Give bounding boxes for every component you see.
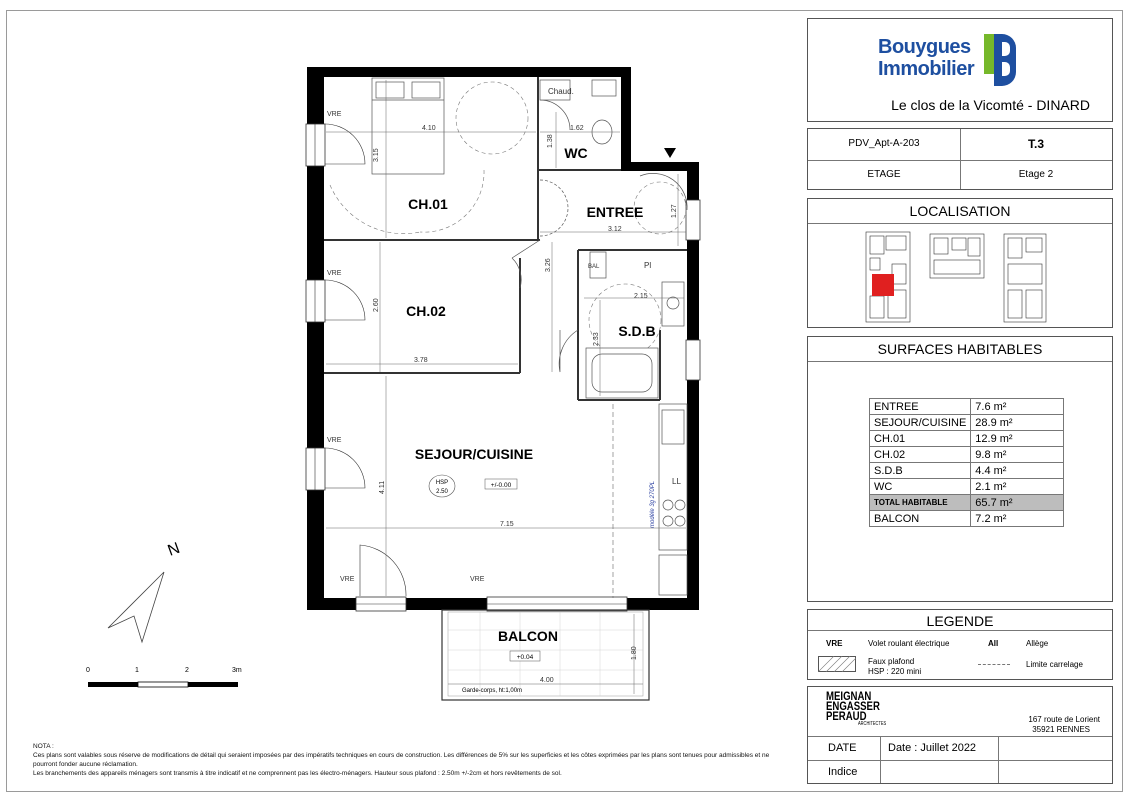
architect-address1: 167 route de Lorient [1028, 715, 1100, 724]
surface-value: 65.7 m² [971, 495, 1064, 511]
scale-tick: 3m [232, 667, 242, 674]
date-value: Date : Juillet 2022 [888, 742, 977, 754]
architect-address2: 35921 RENNES [1032, 725, 1090, 734]
vre-label: VRE [327, 270, 342, 277]
dim-text: 1.80 [631, 646, 638, 660]
kitchen-fixtures [659, 404, 687, 595]
dim-text: 2.33 [593, 332, 600, 346]
table-row [870, 399, 1064, 415]
lot-ref: PDV_Apt-A-203 [848, 138, 920, 149]
vre-label: VRE [340, 576, 355, 583]
brand-panel [807, 18, 1113, 122]
notes-line2: Les branchements des appareils ménagers sont transmis à titre indicatif et ne comprennent pas les électro-ménagers. Hauteur sous plafond : 2.50m +/-2cm et hors revêtements de sol. [33, 770, 562, 777]
apartment-highlight [872, 274, 894, 296]
dashed-line-icon [978, 664, 1010, 665]
scale-tick: 2 [185, 667, 189, 674]
surface-name: S.D.B [870, 463, 971, 479]
site-plan-thumbnails [808, 224, 1112, 328]
level-sejour: +/-0.00 [490, 482, 512, 489]
architect-name2: ENGASSER [826, 699, 880, 713]
dim-text: 3.15 [373, 148, 380, 162]
surface-value: 12.9 m² [971, 431, 1064, 447]
surface-name: CH.02 [870, 447, 971, 463]
surface-value: 9.8 m² [971, 447, 1064, 463]
project-name: Le clos de la Vicomté - DINARD [891, 97, 1090, 113]
surface-name: WC [870, 479, 971, 495]
brand-line2: Immobilier [878, 58, 975, 80]
dim-text: 1.62 [570, 125, 584, 132]
legend-all-label: Allège [1026, 639, 1049, 648]
room-label-balcon: BALCON [498, 628, 558, 644]
scale-bar [86, 667, 242, 687]
label-chaud: Chaud. [548, 87, 574, 96]
localisation-panel [807, 198, 1113, 328]
level-balcon: +0.04 [516, 654, 534, 661]
surface-value: 7.2 m² [971, 511, 1064, 527]
architect-name1: MEIGNAN [826, 689, 872, 703]
surfaces-table [869, 398, 1064, 527]
date-label: DATE [828, 742, 857, 754]
table-row [870, 463, 1064, 479]
dim-text: 3.78 [414, 357, 428, 364]
surface-name: SEJOUR/CUISINE [870, 415, 971, 431]
room-label-sejour: SEJOUR/CUISINE [414, 446, 534, 462]
vre-label: VRE [470, 576, 485, 583]
balcony [442, 610, 649, 700]
surfaces-panel [807, 336, 1113, 602]
architect-logo [826, 691, 886, 727]
dim-text: 3.26 [545, 258, 552, 272]
room-label-ch02: CH.02 [406, 303, 446, 319]
hatch-swatch-icon [818, 656, 856, 672]
legend-vre-code: VRE [826, 639, 843, 648]
room-label-ch01: CH.01 [408, 196, 448, 212]
brand-line1: Bouygues [878, 36, 971, 58]
surface-value: 4.4 m² [971, 463, 1064, 479]
lot-panel [807, 128, 1113, 190]
entry-arrow-icon [664, 148, 676, 158]
surface-value: 2.1 m² [971, 479, 1064, 495]
north-label: N [165, 539, 183, 560]
vre-label: VRE [327, 437, 342, 444]
legend-vre-label: Volet roulant électrique [868, 639, 950, 648]
dim-text: 4.10 [422, 125, 436, 132]
label-bal: BAL [588, 264, 600, 270]
notes-line1: Ces plans sont valables sous réserve de modifications de détail qui seraient imposées par des impératifs techniques en cours de construction. Les différences de 5% sur les superficies et les côtes exprimées par les plans sont tenues pour admissibles et ne pourront fonder aucune réclamation. [33, 752, 770, 768]
room-label-sdb: S.D.B [618, 323, 656, 339]
table-row-total [870, 495, 1064, 511]
surface-value: 28.9 m² [971, 415, 1064, 431]
dim-text: 2.15 [634, 293, 648, 300]
table-row [870, 479, 1064, 495]
scale-tick: 0 [86, 667, 90, 674]
legend-carrelage-label: Limite carrelage [1026, 660, 1083, 669]
legend-panel [807, 609, 1113, 680]
architect-name3: PERAUD [826, 709, 867, 723]
dim-text: 2.60 [373, 298, 380, 312]
table-row [870, 447, 1064, 463]
dim-text: 1.27 [671, 204, 678, 218]
notes [33, 742, 783, 778]
table-row [870, 415, 1064, 431]
dim-text: 7.15 [500, 521, 514, 528]
surfaces-title: SURFACES HABITABLES [808, 337, 1112, 362]
label-ll: LL [672, 477, 681, 486]
architect-panel [807, 686, 1113, 784]
surface-name: ENTREE [870, 399, 971, 415]
dim-text: 1.38 [547, 134, 554, 148]
brand-logo [878, 34, 1048, 94]
dim-text: 4.11 [379, 480, 386, 494]
notes-title: NOTA : [33, 743, 54, 750]
scale-tick: 1 [135, 667, 139, 674]
floor-label: ETAGE [867, 169, 901, 180]
surface-value: 7.6 m² [971, 399, 1064, 415]
label-pl: Pl [644, 261, 652, 270]
surface-name: CH.01 [870, 431, 971, 447]
localisation-title: LOCALISATION [808, 199, 1112, 224]
hsp-code: HSP [435, 480, 449, 486]
floor-value: Etage 2 [1018, 169, 1054, 180]
room-label-entree: ENTREE [586, 204, 644, 220]
architect-sub: ARCHITECTES [858, 721, 887, 727]
garde-corps-label: Garde-corps, ht:1,00m [462, 688, 523, 694]
lot-type: T.3 [1027, 137, 1044, 151]
indice-label: Indice [828, 766, 858, 778]
legend-faux-label: Faux plafond [868, 657, 915, 666]
table-row [870, 431, 1064, 447]
dim-text: 4.00 [540, 677, 554, 684]
hsp-value: 2.50 [436, 489, 448, 495]
room-label-wc: WC [564, 145, 588, 161]
surface-name: BALCON [870, 511, 971, 527]
fridge-model: modèle 3g 270PL [650, 480, 656, 528]
vre-label: VRE [327, 111, 342, 118]
surface-name: TOTAL HABITABLE [870, 495, 971, 511]
table-row [870, 511, 1064, 527]
dim-text: 3.12 [608, 226, 622, 233]
legend-title: LEGENDE [808, 610, 1112, 631]
north-arrow-icon [108, 540, 182, 642]
legend-hsp-label: HSP : 220 mini [868, 667, 922, 676]
legend-all-code: All [988, 639, 999, 648]
